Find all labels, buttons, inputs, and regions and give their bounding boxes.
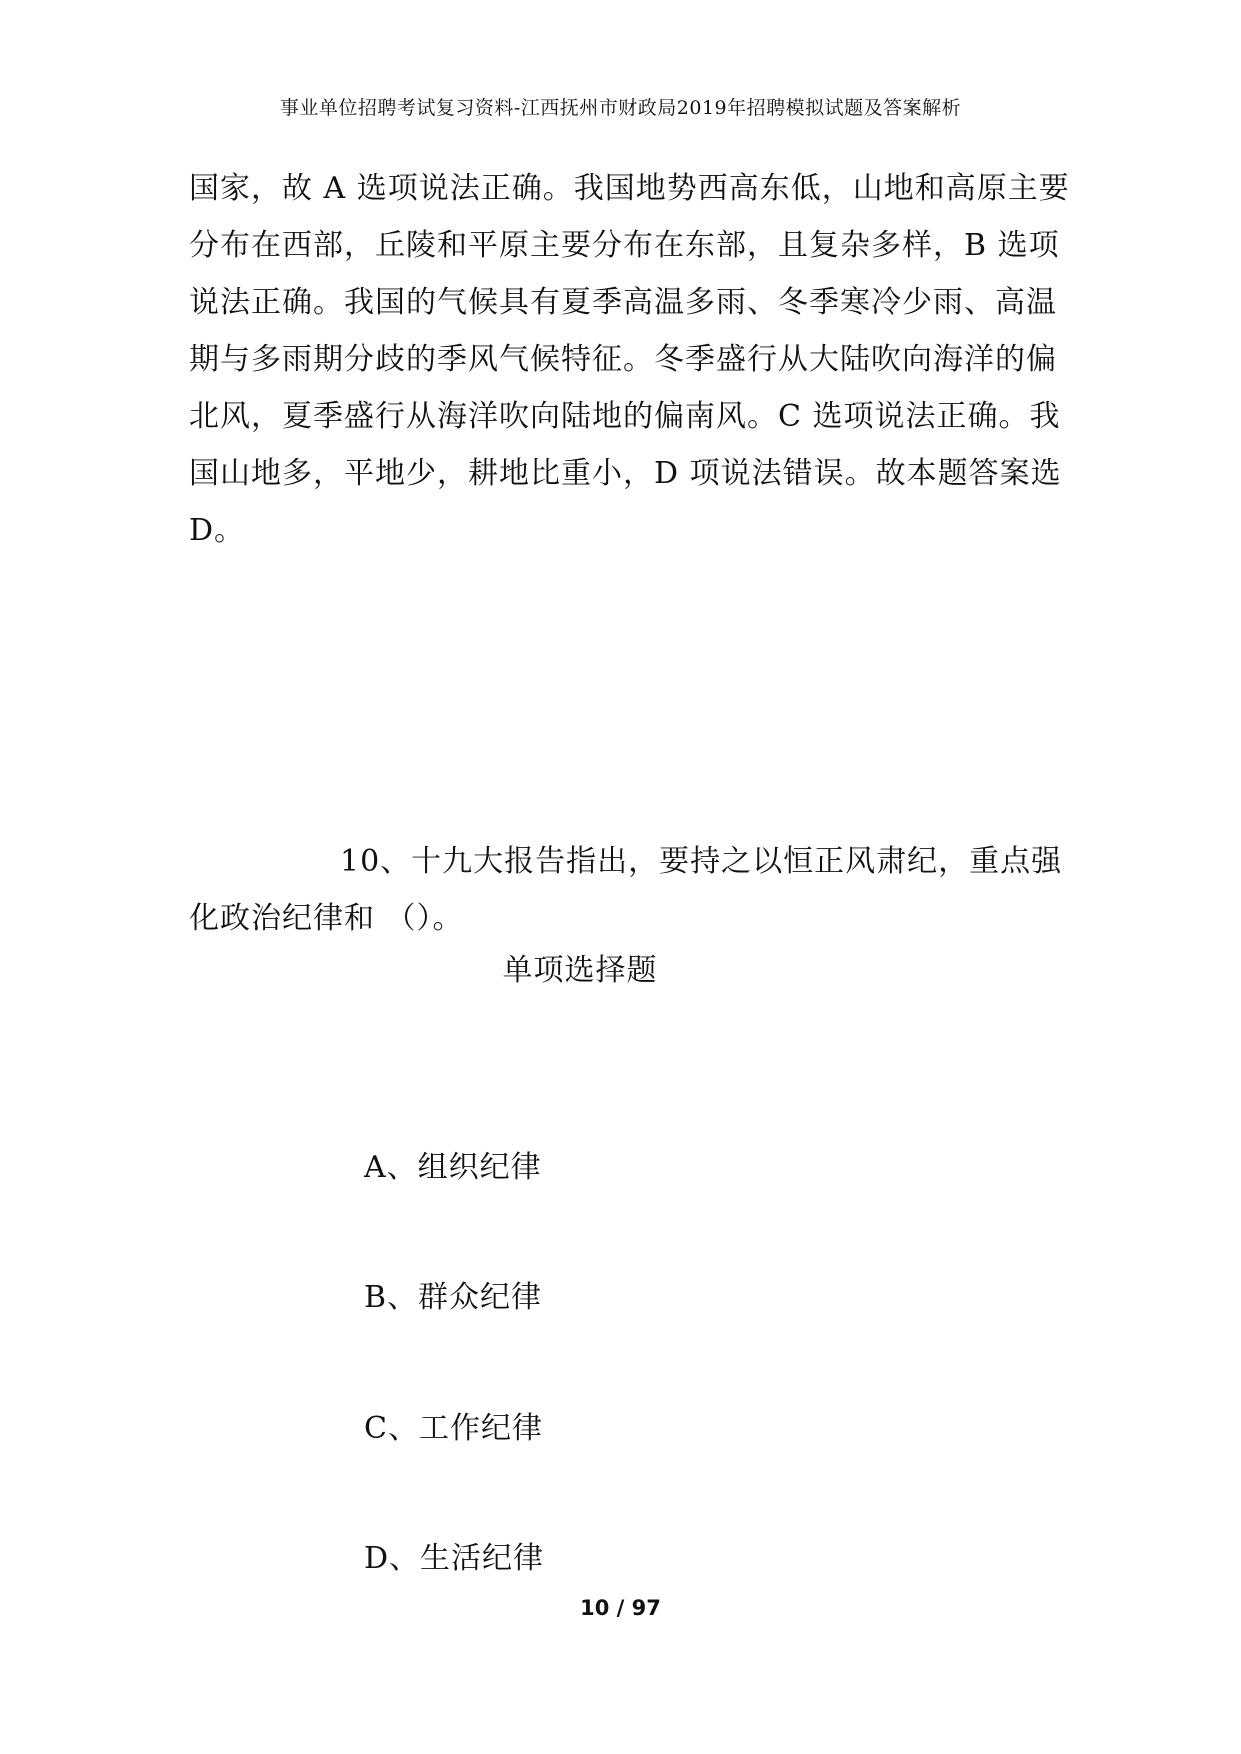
option-d: D、生活纪律 — [364, 1541, 545, 1576]
explanation-line: 说法正确。我国的气候具有夏季高温多雨、冬季寒冷少雨、高温 — [189, 285, 1057, 320]
question-stem — [189, 833, 1063, 947]
question-line: 化政治纪律和 （）。 — [189, 901, 464, 936]
explanation-line: 国家，故 A 选项说法正确。我国地势西高东低，山地和高原主要 — [189, 171, 1070, 206]
answer-explanation — [189, 160, 1070, 559]
option-a: A、组织纪律 — [364, 1150, 542, 1185]
explanation-line: 北风，夏季盛行从海洋吹向陆地的偏南风。C 选项说法正确。我 — [189, 399, 1061, 434]
explanation-line: 分布在西部，丘陵和平原主要分布在东部，且复杂多样，B 选项 — [189, 228, 1060, 263]
explanation-line: D。 — [189, 513, 246, 548]
explanation-line: 期与多雨期分歧的季风气候特征。冬季盛行从大陆吹向海洋的偏 — [189, 342, 1057, 377]
option-c: C、工作纪律 — [364, 1411, 543, 1446]
question-type-label: 单项选择题 — [502, 953, 658, 988]
question-line: 10、十九大报告指出，要持之以恒正风肃纪，重点强 — [340, 844, 1063, 879]
page-header: 事业单位招聘考试复习资料-江西抚州市财政局2019年招聘模拟试题及答案解析 — [279, 97, 962, 119]
explanation-line: 国山地多，平地少，耕地比重小，D 项说法错误。故本题答案选 — [189, 456, 1062, 491]
page-number: 10 / 97 — [580, 1596, 661, 1620]
option-b: B、群众纪律 — [364, 1280, 543, 1315]
